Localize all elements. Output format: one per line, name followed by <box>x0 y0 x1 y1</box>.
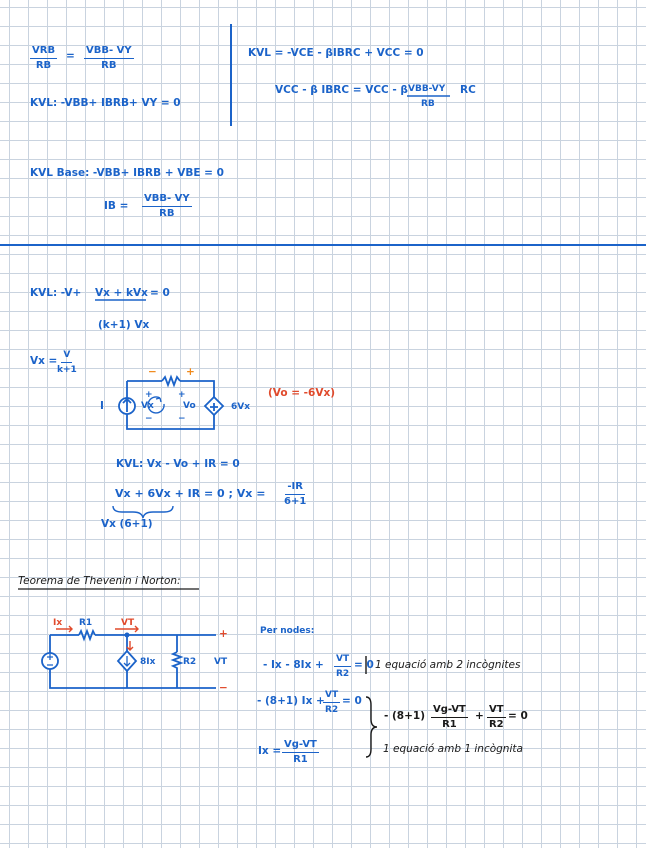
vbb-vy-den: RB <box>101 60 117 71</box>
eq3-plus: + <box>475 710 484 722</box>
vx-minus: − <box>145 414 153 424</box>
underbrace <box>113 506 173 518</box>
eq-fraction <box>284 481 306 508</box>
eq1-num: VT <box>334 653 351 667</box>
vrb-fraction <box>30 45 57 72</box>
kvl-left-equation: KVL: -VBB+ IBRB+ VY = 0 <box>30 97 181 109</box>
eq2-den: R2 <box>324 705 339 715</box>
vx-label: Vx <box>141 401 154 411</box>
vt-right-label: VT <box>214 657 228 667</box>
eq1-den: R2 <box>335 669 350 679</box>
ib-fraction <box>142 193 192 220</box>
resistor-r2 <box>173 652 181 688</box>
eq3-num-2: VT <box>487 704 506 718</box>
resistor-r1 <box>79 631 95 639</box>
source-label: I <box>100 400 104 412</box>
vx-plus: + <box>145 390 153 400</box>
circuit-1 <box>119 377 223 429</box>
k-factor: (k+1) Vx <box>98 319 150 331</box>
vo-minus: − <box>178 414 186 424</box>
vcc-equation: VCC - β IBRC = VCC - β <box>275 84 408 96</box>
kvl-a: KVL: -V+ <box>30 287 82 299</box>
ix-den: R1 <box>293 754 308 765</box>
eq-num: -IR <box>285 481 305 495</box>
vx-fraction <box>57 349 77 376</box>
eq3-lhs: - (8+1) <box>384 710 426 722</box>
vx-lhs: Vx = <box>30 355 58 367</box>
eq3-den-2: R2 <box>488 719 504 730</box>
vbb-vy-num: VBB- VY <box>84 45 134 59</box>
ix-label: Ix <box>53 618 63 628</box>
eq3-fraction-1 <box>431 704 468 731</box>
eq-lhs: Vx + 6Vx + IR = 0 ; Vx = <box>115 487 266 500</box>
vbb-vy-fraction <box>84 45 134 72</box>
eq3-den-1: R1 <box>442 719 457 730</box>
eq2-fraction <box>323 689 340 716</box>
big-brace <box>366 697 377 757</box>
dep-source-label: 8Ix <box>140 657 156 667</box>
note-2: 1 equació amb 1 incògnita <box>383 743 523 755</box>
r1-label: R1 <box>79 618 93 628</box>
out-minus: − <box>219 682 228 694</box>
vcc-frac-den: RB <box>421 99 435 109</box>
r-plus: + <box>186 366 195 378</box>
vo-plus: + <box>178 390 186 400</box>
kvl-b: Vx + kVx <box>95 287 148 299</box>
eq-den: 6+1 <box>284 496 307 507</box>
vo-note: (Vo = -6Vx) <box>268 387 336 399</box>
brace-label: Vx (6+1) <box>101 518 153 530</box>
vrb-num: VRB <box>30 45 57 59</box>
ix-num: Vg-VT <box>282 739 319 753</box>
kvl-right-equation: KVL = -VCE - βIBRC + VCC = 0 <box>248 47 424 59</box>
ib-lhs: IB = <box>104 200 129 212</box>
per-nodes: Per nodes: <box>260 626 315 636</box>
gain-label: 6Vx <box>231 402 251 412</box>
ib-den: RB <box>159 208 175 219</box>
resistor-1 <box>162 377 180 385</box>
eq3-num-1: Vg-VT <box>431 704 468 718</box>
vt-top-label: VT <box>121 618 135 628</box>
r2-label: R2 <box>183 657 197 667</box>
eq3-tail: = 0 <box>508 710 528 722</box>
vo-label: Vo <box>183 401 196 411</box>
kvl-base-equation: KVL Base: -VBB+ IBRB + VBE = 0 <box>30 167 224 179</box>
r-minus: − <box>148 366 157 378</box>
eq2-num: VT <box>323 689 340 703</box>
kvl2-equation: KVL: Vx - Vo + IR = 0 <box>116 458 240 470</box>
eq1: - Ix - 8Ix + <box>263 659 324 671</box>
kvl-c: = 0 <box>150 287 170 299</box>
note-1: 1 equació amb 2 incògnites <box>375 659 521 671</box>
eq1-fraction <box>334 653 351 680</box>
ix-eq-lhs: Ix = <box>258 745 282 757</box>
ix-fraction <box>282 739 319 766</box>
vcc-frac-num: VBB-VY <box>408 84 446 94</box>
eq2: - (8+1) Ix + <box>257 695 325 707</box>
ib-num: VBB- VY <box>142 193 192 207</box>
section-heading: Teorema de Thevenin i Norton: <box>18 575 181 587</box>
vrb-den: RB <box>35 60 52 71</box>
vx-den: k+1 <box>57 365 77 375</box>
eq2-tail: = 0 <box>342 695 362 707</box>
eq1-tail: = 0 <box>354 659 374 671</box>
eq3-fraction-2 <box>487 704 506 731</box>
vx-num: V <box>61 349 72 363</box>
node-dot <box>125 633 130 638</box>
eq-sign: = <box>66 50 75 62</box>
out-plus: + <box>219 628 228 640</box>
vcc-tail: RC <box>460 84 476 96</box>
